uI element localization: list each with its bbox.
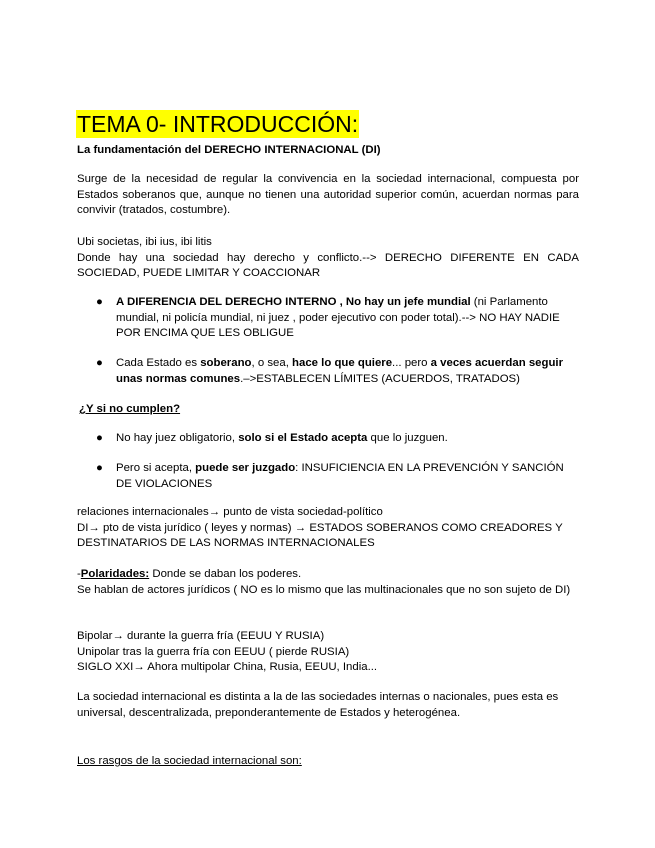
poles-line-2: Unipolar tras la guerra fría con EEUU ( pierde RUSIA) xyxy=(77,645,350,658)
polaridades-text: Donde se daban los poderes. xyxy=(149,568,302,580)
bullet-item-1 xyxy=(96,295,578,342)
polaridades-line-2: Se hablan de actores jurídicos ( NO es lo mismo que las multinacionales que no son sujeto de DI) xyxy=(77,583,571,596)
question-heading xyxy=(79,402,581,418)
relations-paragraph xyxy=(77,505,579,552)
bullet-2-text-2: , o sea, xyxy=(251,357,293,369)
bullet-item-3 xyxy=(96,431,578,447)
bullet-2-text-3: ... pero xyxy=(392,357,431,369)
poles-paragraph xyxy=(77,629,579,676)
ubi-line-1: Ubi societas, ibi ius, ibi litis xyxy=(77,236,212,248)
question-text: ¿Y si no cumplen? xyxy=(79,403,181,415)
intro-paragraph: Surge de la necesidad de regular la convivencia en la sociedad internacional, compuesta por Estados soberanos que, aunque no tienen una autoridad superior común, acuerdan normas para convivir (tratados, costumbre). xyxy=(77,173,579,217)
page-title: TEMA 0- INTRODUCCIÓN: xyxy=(77,111,359,137)
bullet-3-text-2: que lo juzguen. xyxy=(367,432,448,444)
bullet-icon: ● xyxy=(96,296,103,308)
subtitle: La fundamentación del DERECHO INTERNACIONAL (DI) xyxy=(77,144,381,156)
bullet-item-2 xyxy=(96,356,578,387)
bullet-icon: ● xyxy=(96,462,103,474)
rasgos-text: Los rasgos de la sociedad internacional son: xyxy=(77,755,302,767)
bullet-1-bold: A DIFERENCIA DEL DERECHO INTERNO , No hay un jefe mundial xyxy=(116,296,471,308)
bullet-2-bold-1: soberano xyxy=(200,357,252,369)
bullet-4-text-1: Pero si acepta, xyxy=(116,462,196,474)
ubi-line-2: Donde hay una sociedad hay derecho y conflicto.--> DERECHO DIFERENTE EN CADA SOCIEDAD, PUEDE LIMITAR Y COACCIONAR xyxy=(77,251,579,280)
bullet-2-text-4: .–>ESTABLECEN LÍMITES (ACUERDOS, TRATADOS) xyxy=(240,372,520,385)
poles-line-1: Bipolar→ durante la guerra fría (EEUU Y RUSIA) xyxy=(77,630,325,642)
bullet-2-text-1: Cada Estado es xyxy=(116,357,201,369)
bullet-1-text: (ni Parlamento mundial, ni policía mundial, ni juez , poder ejecutivo con poder total).--> NO HAY NADIE POR ENCIMA QUE LES OBLIGUE xyxy=(116,296,560,340)
bullet-item-4 xyxy=(96,461,578,492)
bullet-3-bold: solo si el Estado acepta xyxy=(238,432,368,444)
bullet-2-bold-3: a veces acuerdan seguir unas normas comunes xyxy=(116,357,564,385)
rasgos-heading xyxy=(77,754,579,770)
polaridades-dash: - xyxy=(77,568,81,580)
bullet-4-text-2: : INSUFICIENCIA EN LA PREVENCIÓN Y SANCIÓN DE VIOLACIONES xyxy=(116,462,564,490)
bullet-4-bold: puede ser juzgado xyxy=(195,462,296,474)
bullet-icon: ● xyxy=(96,432,103,444)
relations-line-1: relaciones internacionales→ punto de vista sociedad-político xyxy=(77,506,383,518)
bullet-icon: ● xyxy=(96,357,103,369)
ubi-paragraph xyxy=(77,235,579,282)
society-paragraph: La sociedad internacional es distinta a la de las sociedades internas o nacionales, pues esta es universal, descentralizada, preponderantemente de Estados y heterogénea. xyxy=(77,691,559,719)
relations-line-2: DI→ pto de vista jurídico ( leyes y normas) → ESTADOS SOBERANOS COMO CREADORES Y DESTINATARIOS DE LAS NORMAS INTERNACIONALES xyxy=(77,521,563,550)
polaridades-label: Polaridades: xyxy=(80,568,150,580)
bullet-3-text-1: No hay juez obligatorio, xyxy=(116,432,239,444)
poles-line-3: SIGLO XXI→ Ahora multipolar China, Rusia, EEUU, India... xyxy=(77,661,378,674)
polaridades-paragraph xyxy=(77,567,579,598)
bullet-2-bold-2: hace lo que quiere xyxy=(292,357,393,369)
